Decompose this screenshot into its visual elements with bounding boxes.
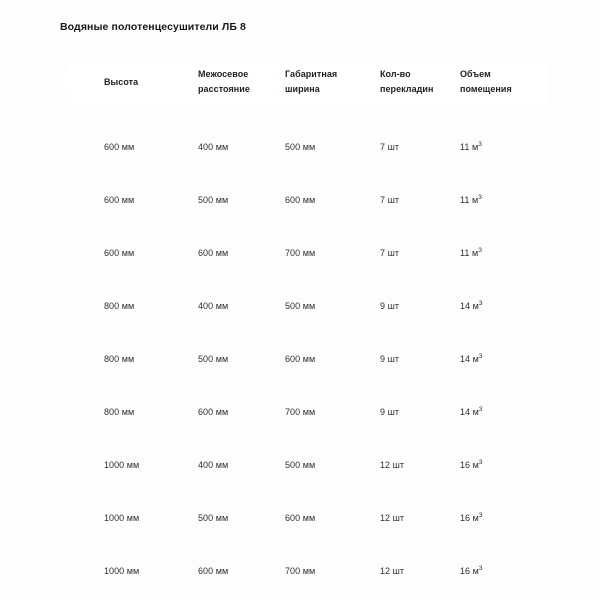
cell-axial-distance: 400 мм — [198, 301, 229, 311]
cell-overall-width: 500 мм — [285, 301, 316, 311]
cell-room-volume-value: 16 м — [460, 513, 479, 523]
cell-height: 600 мм — [104, 195, 135, 205]
table-header — [62, 57, 548, 110]
cell-room-volume-exponent: 3 — [478, 406, 483, 413]
specs-table — [62, 57, 600, 600]
column-header-bar-count-line2: перекладин — [380, 84, 434, 94]
cell-axial-distance: 400 мм — [198, 142, 229, 152]
cell-room-volume-exponent: 3 — [478, 300, 483, 307]
cell-room-volume-exponent: 3 — [478, 459, 483, 466]
cell-bar-count: 9 шт — [380, 407, 400, 417]
cell-height: 800 мм — [104, 407, 135, 417]
column-header-height — [104, 75, 138, 90]
cell-room-volume-value: 11 м — [460, 248, 479, 258]
cell-room-volume-value: 11 м — [460, 195, 479, 205]
cell-bar-count: 7 шт — [380, 195, 400, 205]
cell-room-volume-value: 16 м — [460, 566, 479, 576]
cell-room-volume-value: 16 м — [460, 460, 479, 470]
column-header-overall-width-line1: Габаритная — [285, 69, 338, 79]
cell-bar-count: 9 шт — [380, 301, 400, 311]
cell-bar-count: 12 шт — [380, 460, 405, 470]
cell-overall-width: 600 мм — [285, 513, 316, 523]
cell-height: 1000 мм — [104, 566, 140, 576]
table-row — [62, 322, 600, 375]
cell-room-volume — [460, 194, 482, 206]
column-header-height-line1: Высота — [104, 77, 139, 87]
cell-room-volume — [460, 459, 483, 471]
column-header-axial-distance-line2: расстояние — [198, 84, 250, 94]
cell-axial-distance: 500 мм — [198, 354, 229, 364]
table-row — [62, 481, 600, 534]
cell-height: 800 мм — [104, 354, 135, 364]
cell-room-volume — [460, 353, 483, 365]
cell-room-volume-exponent: 3 — [478, 247, 482, 254]
column-header-axial-distance-line1: Межосевое — [198, 69, 249, 79]
cell-bar-count: 12 шт — [380, 513, 405, 523]
cell-overall-width: 700 мм — [285, 566, 316, 576]
cell-room-volume-value: 11 м — [460, 142, 479, 152]
cell-room-volume-exponent: 3 — [478, 141, 482, 148]
column-header-room-volume-line1: Объем — [460, 69, 491, 79]
cell-height: 1000 мм — [104, 460, 140, 470]
cell-room-volume — [460, 512, 483, 524]
column-header-room-volume — [460, 67, 512, 97]
cell-room-volume-value: 14 м — [460, 301, 479, 311]
cell-height: 1000 мм — [104, 513, 140, 523]
table-row — [62, 375, 600, 428]
cell-room-volume-exponent: 3 — [478, 353, 483, 360]
cell-axial-distance: 500 мм — [198, 195, 229, 205]
cell-height: 600 мм — [104, 248, 135, 258]
table-row — [62, 269, 600, 322]
cell-room-volume-value: 14 м — [460, 354, 479, 364]
cell-height: 800 мм — [104, 301, 135, 311]
cell-room-volume-exponent: 3 — [478, 194, 482, 201]
column-header-room-volume-line2: помещения — [460, 84, 512, 94]
table-row — [62, 216, 600, 269]
cell-overall-width: 500 мм — [285, 460, 316, 470]
cell-overall-width: 700 мм — [285, 407, 316, 417]
cell-bar-count: 7 шт — [380, 142, 400, 152]
cell-room-volume — [460, 406, 483, 418]
cell-overall-width: 600 мм — [285, 195, 316, 205]
column-header-bar-count-line1: Кол-во — [380, 69, 411, 79]
table-row — [62, 110, 600, 163]
column-header-overall-width — [285, 67, 337, 97]
cell-overall-width: 500 мм — [285, 142, 316, 152]
table-row — [62, 534, 600, 587]
cell-bar-count: 7 шт — [380, 248, 400, 258]
cell-axial-distance: 600 мм — [198, 407, 229, 417]
column-header-overall-width-line2: ширина — [285, 84, 320, 94]
cell-bar-count: 12 шт — [380, 566, 405, 576]
column-header-axial-distance — [198, 67, 250, 97]
cell-room-volume — [460, 141, 482, 153]
table-row — [62, 163, 600, 216]
cell-overall-width: 600 мм — [285, 354, 316, 364]
cell-axial-distance: 500 мм — [198, 513, 229, 523]
table-row — [62, 428, 600, 481]
cell-room-volume — [460, 300, 483, 312]
cell-height: 600 мм — [104, 142, 135, 152]
page-title: Водяные полотенцесушители ЛБ 8 — [60, 21, 246, 33]
cell-room-volume-exponent: 3 — [478, 565, 483, 572]
table-body — [62, 110, 600, 587]
cell-overall-width: 700 мм — [285, 248, 316, 258]
cell-room-volume-exponent: 3 — [478, 512, 483, 519]
cell-room-volume-value: 14 м — [460, 407, 479, 417]
cell-bar-count: 9 шт — [380, 354, 400, 364]
cell-room-volume — [460, 565, 483, 577]
cell-room-volume — [460, 247, 482, 259]
column-header-bar-count — [380, 67, 433, 97]
table-header-row — [62, 57, 548, 110]
cell-axial-distance: 600 мм — [198, 566, 229, 576]
cell-axial-distance: 400 мм — [198, 460, 229, 470]
cell-axial-distance: 600 мм — [198, 248, 229, 258]
